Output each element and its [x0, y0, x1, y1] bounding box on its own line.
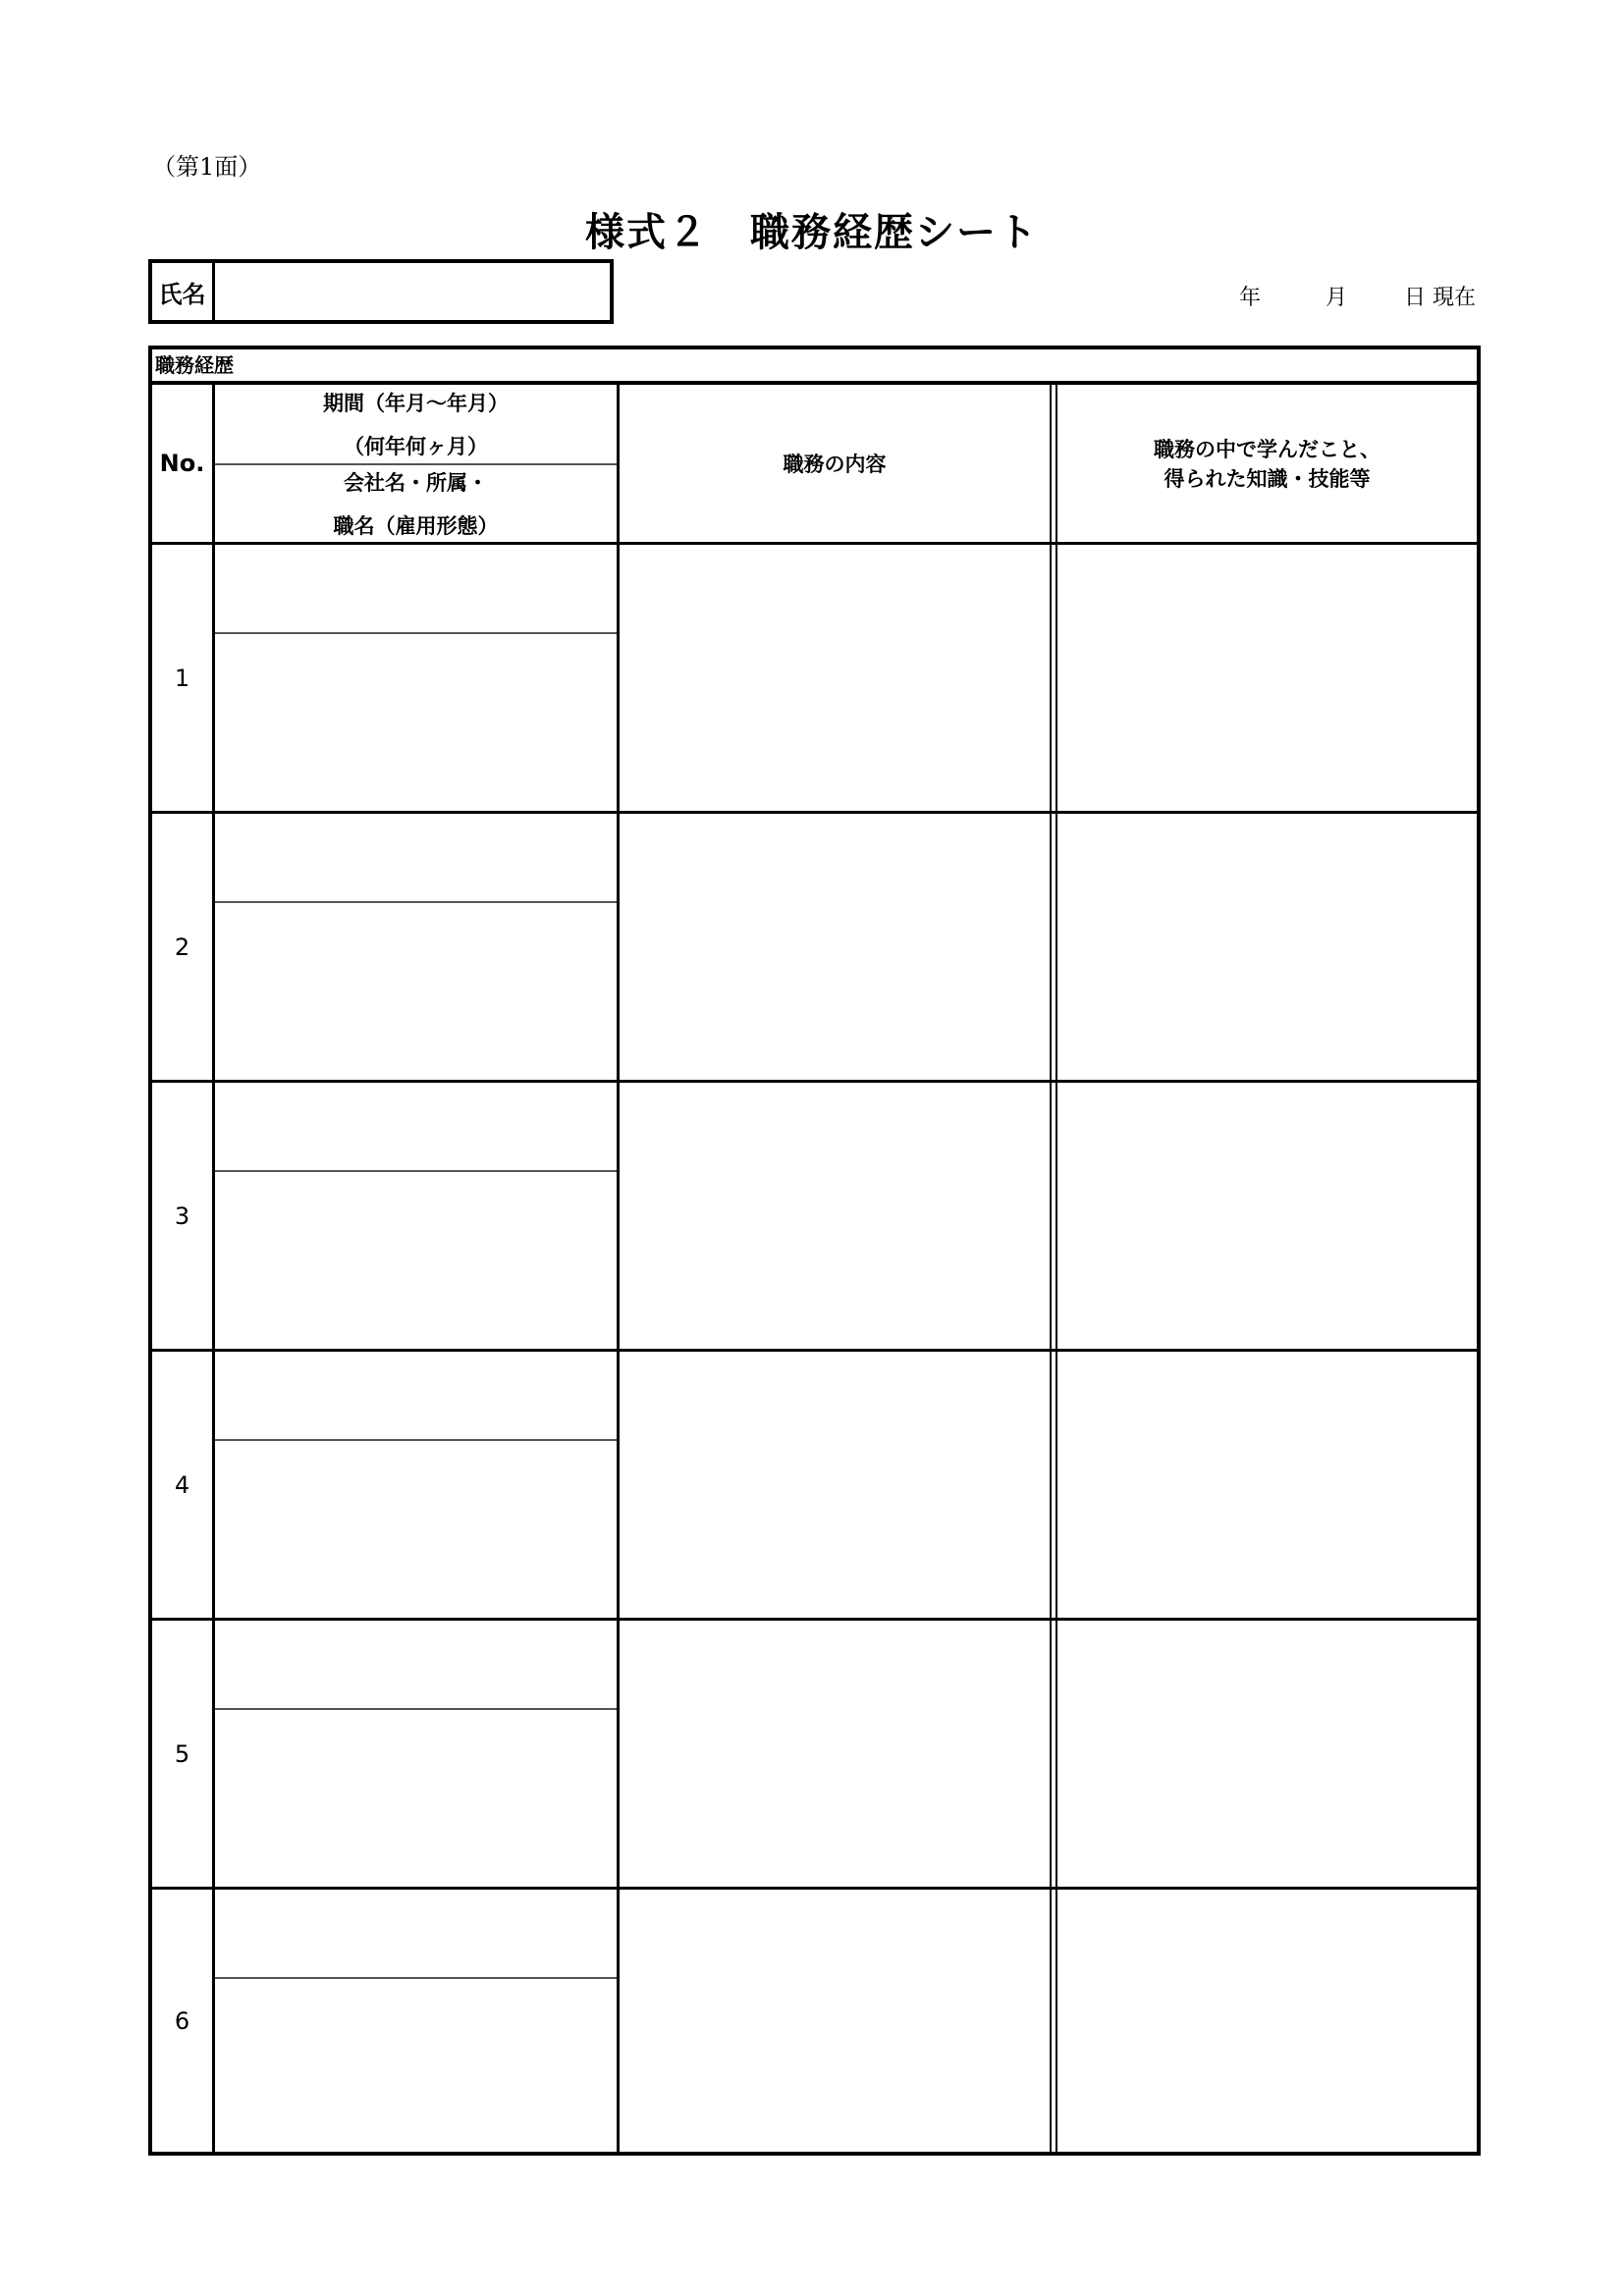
- section-label: 職務経歴: [152, 349, 1477, 385]
- header-company: [215, 465, 617, 542]
- date-day-label: 日 現在: [1404, 286, 1476, 310]
- name-field[interactable]: [148, 259, 614, 324]
- row-number: 3: [174, 1201, 190, 1230]
- date-line: [1239, 281, 1476, 311]
- header-bottom-line: [152, 542, 1477, 545]
- row-divider: [152, 1618, 1477, 1621]
- date-year-label: 年: [1239, 286, 1262, 310]
- page-label: （第1面）: [152, 153, 262, 181]
- header-learned-line1: 職務の中で学んだこと、: [1154, 438, 1380, 461]
- row-number: 6: [174, 2006, 190, 2035]
- row-number: 1: [174, 664, 190, 692]
- row-period-divider: [215, 1708, 617, 1710]
- row-period-divider: [215, 1977, 617, 1979]
- row-period-divider: [215, 901, 617, 903]
- row-period-divider: [215, 1439, 617, 1441]
- header-period-line1: 期間（年月～年月）: [323, 392, 509, 415]
- work-history-table: [148, 346, 1481, 2156]
- header-company-line1: 会社名・所属・: [344, 471, 488, 495]
- row-divider: [152, 811, 1477, 814]
- row-number: 4: [174, 1470, 190, 1499]
- header-no: No.: [159, 450, 205, 477]
- header-learned-line2: 得られた知識・技能等: [1164, 467, 1371, 491]
- header-period-line2: （何年何ヶ月）: [344, 435, 488, 458]
- header-learned: [1057, 385, 1477, 542]
- row-number: 2: [174, 933, 190, 961]
- form-title: 様式２ 職務経歴シート: [585, 210, 1039, 255]
- header-period: [215, 385, 617, 463]
- header-duties: 職務の内容: [783, 453, 887, 476]
- row-divider: [152, 1349, 1477, 1352]
- row-period-divider: [215, 1170, 617, 1172]
- row-divider: [152, 1887, 1477, 1890]
- date-month-label: 月: [1326, 286, 1348, 310]
- header-company-line2: 職名（雇用形態）: [333, 514, 499, 538]
- row-divider: [152, 1080, 1477, 1083]
- name-label: 氏名: [152, 263, 215, 320]
- row-period-divider: [215, 632, 617, 634]
- row-number: 5: [174, 1739, 190, 1768]
